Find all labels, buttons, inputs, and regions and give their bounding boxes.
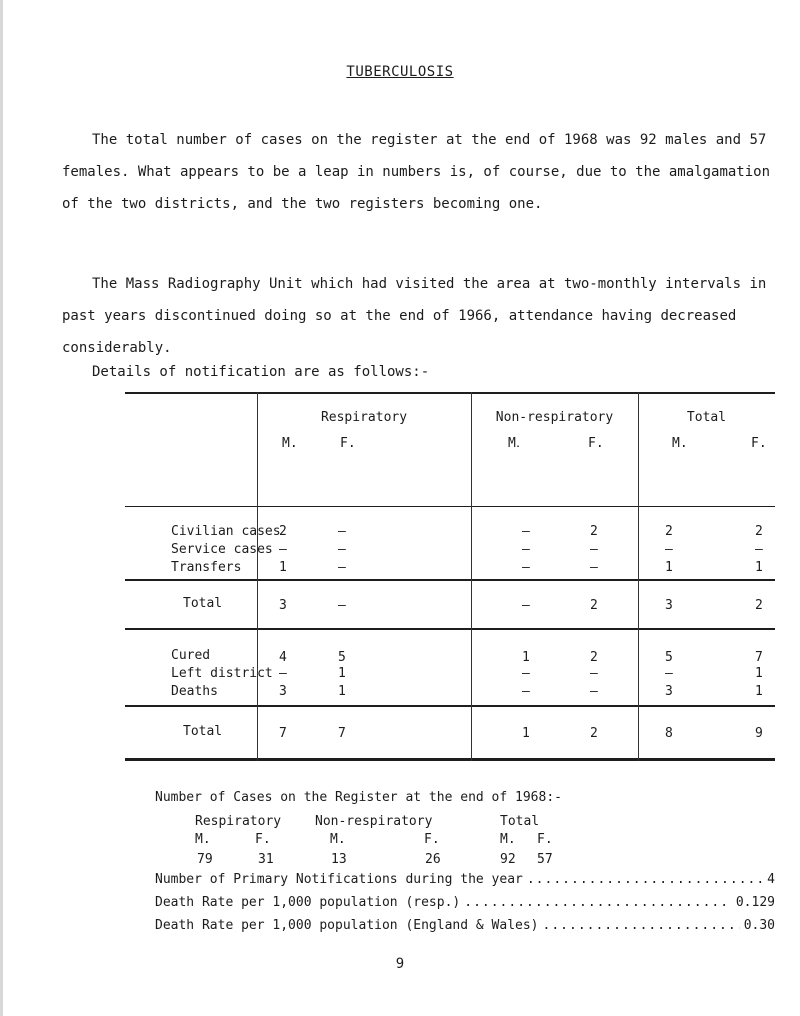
- register-total-f: F.: [537, 832, 553, 847]
- row-civilian-total-m: 2: [665, 524, 673, 539]
- table-col-rule-2: [471, 392, 472, 761]
- row-deaths-label: Deaths: [171, 684, 218, 699]
- row-left-total-f: 1: [755, 666, 763, 681]
- row-total2-resp-f: 7: [338, 726, 346, 741]
- register-nonresp-f: F.: [424, 832, 440, 847]
- row-total2-label: Total: [183, 724, 223, 739]
- row-total2-nonresp-f: 2: [590, 726, 598, 741]
- paragraph-mass-radiography: The Mass Radiography Unit which had visited the area at two-monthly intervals in past years discontinued doing so at the end of 1966, attendance having decreased considerably.: [62, 276, 767, 356]
- paragraph-details-intro: Details of notification are as follows:-: [92, 364, 430, 380]
- register-heading: Number of Cases on the Register at the end of 1968:-: [155, 790, 562, 805]
- stat-death-rate-resp-value: 0.129: [735, 895, 775, 910]
- page-title: TUBERCULOSIS: [346, 64, 454, 80]
- row-civilian-nonresp-m: –: [522, 524, 530, 539]
- row-service-total-f: –: [755, 542, 763, 557]
- row-transfers-resp-m: 1: [279, 560, 287, 575]
- row-total2-nonresp-m: 1: [522, 726, 530, 741]
- row-transfers-total-m: 1: [665, 560, 673, 575]
- row-service-nonresp-m: –: [522, 542, 530, 557]
- row-service-nonresp-f: –: [590, 542, 598, 557]
- row-cured-resp-f: 5: [338, 650, 346, 665]
- header-total-f: F.: [751, 436, 767, 451]
- row-total2-total-f: 9: [755, 726, 763, 741]
- row-left-resp-f: 1: [338, 666, 346, 681]
- stat-death-rate-resp-label: Death Rate per 1,000 population (resp.): [155, 895, 461, 910]
- row-left-label: Left district: [171, 666, 273, 681]
- dot-leader: [464, 895, 732, 910]
- register-nonresp-label: Non-respiratory: [315, 814, 433, 829]
- header-total: Total: [686, 410, 727, 425]
- table-rule-block2: [125, 705, 775, 707]
- dot-leader: [527, 872, 763, 887]
- row-deaths-resp-f: 1: [338, 684, 346, 699]
- row-deaths-total-m: 3: [665, 684, 673, 699]
- register-total-label: Total: [500, 814, 540, 829]
- table-col-rule-1: [257, 392, 258, 761]
- stat-primary-notifications-value: 4: [767, 872, 775, 887]
- header-nonresp-f: F.: [588, 436, 604, 451]
- row-total1-total-f: 2: [755, 598, 763, 613]
- row-total1-resp-f: –: [338, 598, 346, 613]
- row-total1-label: Total: [183, 596, 223, 611]
- row-transfers-total-f: 1: [755, 560, 763, 575]
- row-total2-resp-m: 7: [279, 726, 287, 741]
- row-cured-nonresp-f: 2: [590, 650, 598, 665]
- register-respiratory-label: Respiratory: [195, 814, 282, 829]
- row-total1-nonresp-m: –: [522, 598, 530, 613]
- register-resp-m: M.: [195, 832, 211, 847]
- table-rule-block1: [125, 579, 775, 581]
- header-respiratory: Respiratory: [320, 410, 408, 425]
- table-rule-top: [125, 392, 775, 394]
- register-total-m: M.: [500, 832, 516, 847]
- row-deaths-nonresp-m: –: [522, 684, 530, 699]
- row-cured-total-f: 7: [755, 650, 763, 665]
- row-civilian-total-f: 2: [755, 524, 763, 539]
- stat-primary-notifications: [155, 872, 775, 887]
- stat-primary-notifications-label: Number of Primary Notifications during the year: [155, 872, 523, 887]
- paragraph-register-total: The total number of cases on the register at the end of 1968 was 92 males and 57 females. What appears to be a leap in numbers is, of course, due to the amalgamation of the two districts, and the two registers becoming one.: [62, 132, 771, 212]
- register-nonresp-m: M.: [330, 832, 346, 847]
- row-cured-nonresp-m: 1: [522, 650, 530, 665]
- header-nonresp-m: M․: [508, 436, 521, 451]
- row-total2-total-m: 8: [665, 726, 673, 741]
- row-civilian-label: Civilian cases: [171, 524, 281, 539]
- row-total1-resp-m: 3: [279, 598, 287, 613]
- dot-leader: [543, 918, 740, 933]
- register-resp-f: F.: [255, 832, 271, 847]
- row-total1-total-m: 3: [665, 598, 673, 613]
- row-total1-nonresp-f: 2: [590, 598, 598, 613]
- page-number: 9: [395, 956, 405, 972]
- stat-death-rate-england: [155, 918, 775, 933]
- register-total-m-value: 92: [500, 852, 516, 867]
- table-rule-bottom: [125, 758, 775, 761]
- header-non-respiratory: Non-respiratory: [495, 410, 614, 425]
- row-transfers-nonresp-f: –: [590, 560, 598, 575]
- table-col-rule-3: [638, 392, 639, 761]
- row-cured-label: Cured: [171, 648, 211, 663]
- row-cured-resp-m: 4: [279, 650, 287, 665]
- row-deaths-nonresp-f: –: [590, 684, 598, 699]
- row-deaths-resp-m: 3: [279, 684, 287, 699]
- row-civilian-resp-m: 2: [279, 524, 287, 539]
- row-left-nonresp-m: –: [522, 666, 530, 681]
- notification-table: [125, 392, 775, 792]
- register-resp-m-value: 79: [197, 852, 213, 867]
- table-rule-total1: [125, 628, 775, 630]
- row-service-label: Service cases: [171, 542, 273, 557]
- row-deaths-total-f: 1: [755, 684, 763, 699]
- row-transfers-resp-f: –: [338, 560, 346, 575]
- register-nonresp-f-value: 26: [425, 852, 441, 867]
- row-civilian-resp-f: –: [338, 524, 346, 539]
- stat-death-rate-england-label: Death Rate per 1,000 population (England & Wales): [155, 918, 539, 933]
- stat-death-rate-resp: [155, 895, 775, 910]
- row-cured-total-m: 5: [665, 650, 673, 665]
- header-resp-m: M.: [282, 436, 298, 451]
- row-service-resp-f: –: [338, 542, 346, 557]
- register-nonresp-m-value: 13: [331, 852, 347, 867]
- header-resp-f: F.: [340, 436, 356, 451]
- row-service-total-m: –: [665, 542, 673, 557]
- row-service-resp-m: –: [279, 542, 287, 557]
- row-left-resp-m: –: [279, 666, 287, 681]
- register-total-f-value: 57: [537, 852, 553, 867]
- row-transfers-nonresp-m: –: [522, 560, 530, 575]
- row-left-nonresp-f: –: [590, 666, 598, 681]
- stat-death-rate-england-value: 0.30: [743, 918, 775, 933]
- table-rule-header: [125, 506, 775, 507]
- row-transfers-label: Transfers: [171, 560, 242, 575]
- row-left-total-m: –: [665, 666, 673, 681]
- header-total-m: M.: [672, 436, 688, 451]
- row-civilian-nonresp-f: 2: [590, 524, 598, 539]
- page-edge: [0, 0, 3, 1016]
- register-resp-f-value: 31: [258, 852, 274, 867]
